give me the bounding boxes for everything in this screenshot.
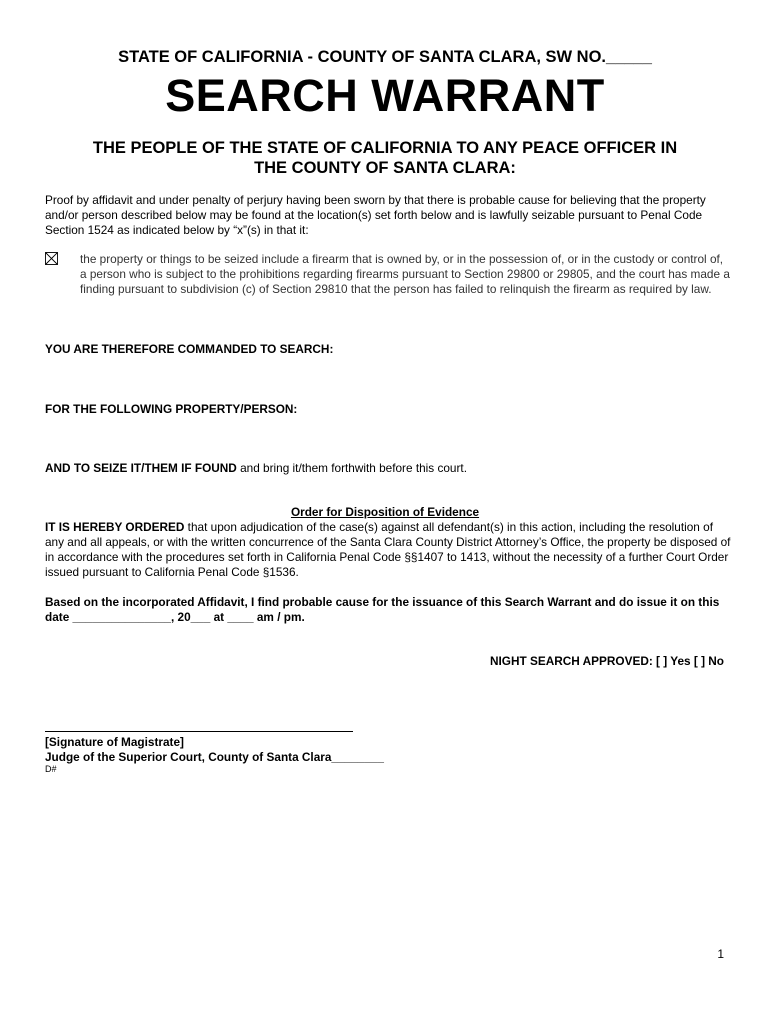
firearm-condition-text: the property or things to be seized include a firearm that is owned by, or in the possession of, or in the custody or control of, a person who is subject to the prohibitions regarding firearms pursuant to Section 29800 or 29805, and the court has made a finding pursuant to subdivision (c) of Section 29810 that the person has failed to relinquish the firearm as required by law. (80, 252, 730, 296)
judge-title: Judge of the Superior Court, County of Santa Clara________ (45, 750, 384, 764)
seize-statement (45, 461, 467, 475)
salutation (0, 138, 770, 178)
order-paragraph (45, 520, 735, 580)
order-title: Order for Disposition of Evidence (290, 505, 480, 519)
case-header: STATE OF CALIFORNIA - COUNTY OF SANTA CLARA, SW NO._____ (118, 48, 652, 66)
page-title: SEARCH WARRANT (165, 70, 605, 121)
search-command-heading: YOU ARE THEREFORE COMMANDED TO SEARCH: (45, 342, 334, 356)
signature-label: [Signature of Magistrate] (45, 735, 184, 749)
night-search-approval: NIGHT SEARCH APPROVED: [ ] Yes [ ] No (490, 654, 724, 668)
salutation-line-2: THE COUNTY OF SANTA CLARA: (254, 159, 516, 177)
checked-box-icon[interactable] (45, 252, 58, 265)
page-number: 1 (717, 947, 724, 961)
seize-statement-bold: AND TO SEIZE IT/THEM IF FOUND (45, 461, 237, 475)
signature-line (45, 731, 353, 732)
order-lead: IT IS HEREBY ORDERED (45, 520, 185, 534)
affidavit-paragraph: Proof by affidavit and under penalty of perjury having been sworn by that there is probable cause for believing that the property and/or person described below may be found at the location(s) set forth below and is lawfully seizable pursuant to Penal Code Section 1524 as indicated below by “x”(s) in that it: (45, 193, 706, 237)
order-text: that upon adjudication of the case(s) against all defendant(s) in this action, including the resolution of any and all appeals, or with the written concurrence of the Santa Clara County District Attorney’s Office, the property be disposed of in accordance with the procedures set forth in California Penal Code §§1407 to 1413, without the necessity of a further Court Order issued pursuant to California Penal Code §1536. (45, 520, 731, 579)
d-number: D# (45, 764, 57, 774)
seize-statement-rest: and bring it/them forthwith before this court. (236, 461, 467, 475)
salutation-line-1: THE PEOPLE OF THE STATE OF CALIFORNIA TO ANY PEACE OFFICER IN (92, 139, 678, 157)
probable-cause-finding: Based on the incorporated Affidavit, I find probable cause for the issuance of this Search Warrant and do issue it on this date _______________, 20___ at ____ am / pm. (45, 595, 720, 624)
property-heading: FOR THE FOLLOWING PROPERTY/PERSON: (45, 402, 298, 416)
